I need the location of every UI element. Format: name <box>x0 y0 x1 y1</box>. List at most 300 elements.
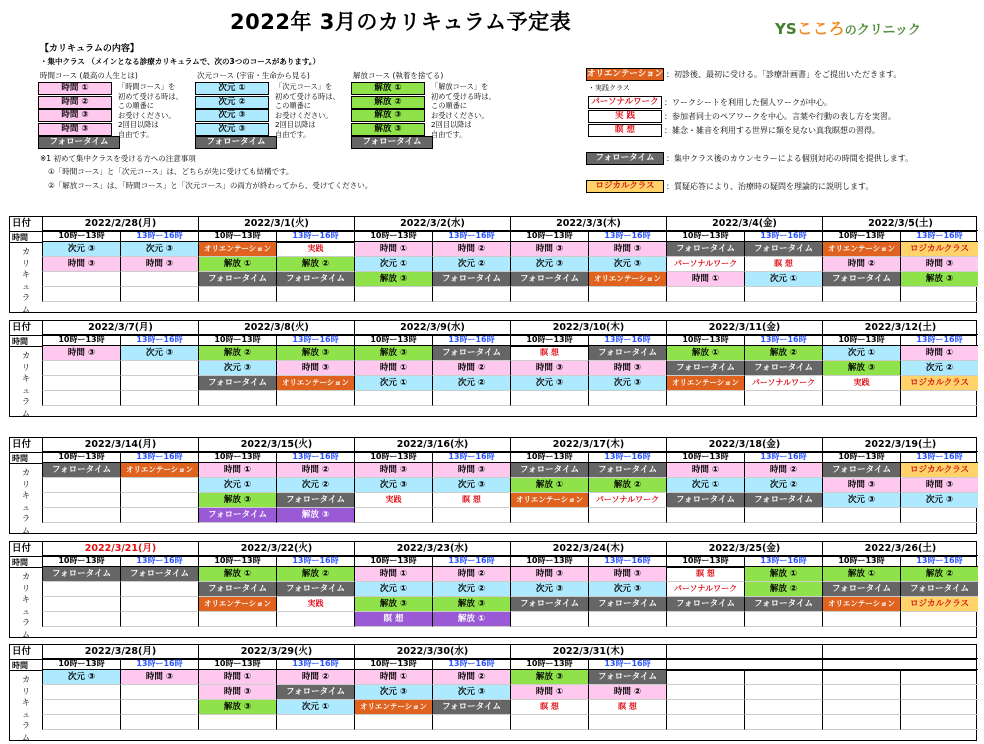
class-slot <box>666 685 744 700</box>
class-slot: 次元 ③ <box>198 361 276 376</box>
class-slot: フォロータイム <box>666 493 744 508</box>
day-date: 2022/3/1(火) <box>198 217 354 231</box>
class-slot: 次元 ① <box>666 478 744 493</box>
class-slot <box>822 508 900 523</box>
class-slot <box>432 287 510 302</box>
class-slot: パーソナルワーク <box>744 376 822 391</box>
class-slot: 解放 ① <box>432 612 510 627</box>
class-slot <box>276 287 354 302</box>
class-slot: フォロータイム <box>822 272 900 287</box>
time-am: 10時ー13時 <box>822 452 900 463</box>
logo-kokoro: こころ <box>796 19 845 38</box>
class-slot: 時間 ③ <box>276 361 354 376</box>
page-title: 2022年 3月のカリキュラム予定表 <box>230 10 572 34</box>
class-slot <box>744 391 822 406</box>
class-slot: 解放 ① <box>822 567 900 582</box>
class-slot: 次元 ③ <box>354 478 432 493</box>
day-date: 2022/3/4(金) <box>666 217 822 231</box>
class-slot: 時間 ① <box>354 242 432 257</box>
time-pm: 13時ー16時 <box>588 556 666 567</box>
time-am: 10時ー13時 <box>666 452 744 463</box>
curriculum-label <box>10 571 42 640</box>
class-slot: 実践 <box>354 493 432 508</box>
class-slot: 時間 ③ <box>198 685 276 700</box>
curriculum-char: ュ <box>22 606 30 616</box>
class-slot: 次元 ② <box>432 257 510 272</box>
course-note: 自由です。 <box>431 129 467 139</box>
class-slot <box>900 612 978 627</box>
class-slot <box>510 508 588 523</box>
curriculum-char: ラ <box>22 514 30 523</box>
class-slot: フォロータイム <box>198 508 276 523</box>
class-slot <box>900 391 978 406</box>
time-empty <box>666 659 822 670</box>
class-slot: 時間 ① <box>354 670 432 685</box>
class-slot <box>120 493 198 508</box>
class-slot: 時間 ③ <box>822 478 900 493</box>
class-slot <box>42 361 120 376</box>
class-slot <box>120 376 198 391</box>
class-slot: 解放 ① <box>198 257 276 272</box>
class-slot: 次元 ③ <box>42 670 120 685</box>
time-pm: 13時ー16時 <box>276 452 354 463</box>
time-am: 10時ー13時 <box>510 556 588 567</box>
class-slot: 時間 ③ <box>432 463 510 478</box>
class-slot: 時間 ③ <box>510 361 588 376</box>
class-slot: 解放 ③ <box>354 346 432 361</box>
day-date: 2022/3/22(火) <box>198 542 354 556</box>
time-am: 10時ー13時 <box>198 335 276 346</box>
curriculum-char: キ <box>22 491 30 500</box>
legend-personal-text: ：ワークシートを利用した個人ワークが中心。 <box>664 98 832 107</box>
class-slot: 解放 ③ <box>432 597 510 612</box>
class-slot: 解放 ② <box>900 567 978 582</box>
time-am: 10時ー13時 <box>822 556 900 567</box>
time-am: 10時ー13時 <box>510 231 588 242</box>
class-slot: 解放 ① <box>744 567 822 582</box>
class-slot: 解放 ② <box>198 346 276 361</box>
class-slot: 時間 ① <box>510 685 588 700</box>
day-date <box>822 645 978 659</box>
class-slot: 次元 ③ <box>588 257 666 272</box>
course-note: 2回目以降は <box>118 120 159 129</box>
time-pm: 13時ー16時 <box>276 556 354 567</box>
course-note: この順番に <box>118 101 154 110</box>
class-slot: 時間 ① <box>354 361 432 376</box>
legend-meiso-text: ：雑念・雑音を利用する世界に類を見ない真我瞑想の習得。 <box>664 126 880 135</box>
class-slot <box>822 685 900 700</box>
class-slot: オリエンテーション <box>198 597 276 612</box>
class-slot: フォロータイム <box>744 493 822 508</box>
class-slot: 次元 ③ <box>120 242 198 257</box>
class-slot <box>120 685 198 700</box>
day-date: 2022/3/11(金) <box>666 321 822 335</box>
class-slot <box>354 715 432 730</box>
curriculum-char: カ <box>22 675 30 684</box>
course-heading: 解放コース (執着を捨てる) <box>353 71 444 80</box>
class-slot: 時間 ③ <box>588 361 666 376</box>
class-slot: 次元 ① <box>198 478 276 493</box>
class-slot <box>588 715 666 730</box>
class-slot: 解放 ② <box>588 478 666 493</box>
class-slot <box>354 287 432 302</box>
class-slot: フォロータイム <box>510 597 588 612</box>
class-slot <box>666 287 744 302</box>
class-slot <box>120 478 198 493</box>
caution-line-1: ①「時間コース」と「次元コース」は、どちらが先に受けても結構です。 <box>48 167 294 176</box>
class-slot <box>276 715 354 730</box>
class-slot <box>666 391 744 406</box>
class-slot <box>354 508 432 523</box>
class-slot: ロジカルクラス <box>900 242 978 257</box>
class-slot: フォロータイム <box>276 582 354 597</box>
class-slot: 時間 ③ <box>120 257 198 272</box>
curriculum-char: リ <box>22 686 30 696</box>
time-pm: 13時ー16時 <box>744 231 822 242</box>
class-slot: オリエンテーション <box>822 597 900 612</box>
class-slot <box>744 700 822 715</box>
course-item: フォロータイム <box>351 136 433 149</box>
class-slot <box>822 715 900 730</box>
time-pm: 13時ー16時 <box>900 335 978 346</box>
date-label: 日付 <box>12 322 32 333</box>
day-date: 2022/3/16(水) <box>354 438 510 452</box>
time-am: 10時ー13時 <box>354 659 432 670</box>
class-slot: 解放 ③ <box>276 346 354 361</box>
week-block <box>9 320 977 417</box>
class-slot <box>666 508 744 523</box>
curriculum-char: リ <box>22 479 30 489</box>
class-slot <box>120 715 198 730</box>
class-slot: 次元 ① <box>744 272 822 287</box>
class-slot <box>900 670 978 685</box>
day-date <box>666 645 822 659</box>
class-slot <box>588 287 666 302</box>
class-slot <box>120 582 198 597</box>
curriculum-char: キ <box>22 270 30 279</box>
class-slot: フォロータイム <box>432 346 510 361</box>
day-date: 2022/3/15(火) <box>198 438 354 452</box>
time-pm: 13時ー16時 <box>432 231 510 242</box>
class-slot: 次元 ③ <box>432 685 510 700</box>
class-slot: フォロータイム <box>588 346 666 361</box>
time-pm: 13時ー16時 <box>432 659 510 670</box>
class-slot: フォロータイム <box>588 463 666 478</box>
day-date: 2022/3/2(水) <box>354 217 510 231</box>
class-slot: 時間 ② <box>432 567 510 582</box>
course-note: お受けください。 <box>431 110 489 120</box>
curriculum-char: キ <box>22 698 30 707</box>
class-slot: 瞑 想 <box>666 567 744 582</box>
course-note: この順番に <box>275 101 311 110</box>
class-slot: 解放 ③ <box>198 493 276 508</box>
time-am: 10時ー13時 <box>42 231 120 242</box>
class-slot: 次元 ③ <box>42 242 120 257</box>
class-slot <box>666 612 744 627</box>
course-note: この順番に <box>431 101 467 110</box>
class-slot <box>42 715 120 730</box>
course-note: 自由です。 <box>275 129 311 139</box>
class-slot: フォロータイム <box>198 376 276 391</box>
class-slot: オリエンテーション <box>822 242 900 257</box>
class-slot <box>510 391 588 406</box>
class-slot <box>120 361 198 376</box>
date-label: 日付 <box>12 439 32 450</box>
class-slot: オリエンテーション <box>666 376 744 391</box>
class-slot <box>744 508 822 523</box>
curriculum-char: キ <box>22 595 30 604</box>
time-am: 10時ー13時 <box>510 452 588 463</box>
day-date: 2022/3/23(水) <box>354 542 510 556</box>
class-slot: オリエンテーション <box>120 463 198 478</box>
legend-follow-text: ：集中クラス後のカウンセラーによる個別対応の時間を提供します。 <box>666 154 914 163</box>
time-pm: 13時ー16時 <box>900 231 978 242</box>
day-date: 2022/3/28(月) <box>42 645 198 659</box>
legend-orientation-text: ：初診後、最初に受ける。「診療計画書」をご提出いただきます。 <box>666 70 902 79</box>
class-slot: フォロータイム <box>198 272 276 287</box>
class-slot <box>744 685 822 700</box>
class-slot: フォロータイム <box>744 361 822 376</box>
class-slot: 次元 ③ <box>588 582 666 597</box>
curriculum-char: リ <box>22 583 30 593</box>
class-slot: 次元 ③ <box>900 493 978 508</box>
class-slot <box>120 597 198 612</box>
class-slot: 解放 ③ <box>354 597 432 612</box>
class-slot: ロジカルクラス <box>900 376 978 391</box>
class-slot: 解放 ③ <box>198 700 276 715</box>
time-pm: 13時ー16時 <box>120 452 198 463</box>
day-date: 2022/3/19(土) <box>822 438 978 452</box>
class-slot: オリエンテーション <box>588 272 666 287</box>
time-label: 時間 <box>12 232 28 242</box>
class-slot: 瞑 想 <box>510 346 588 361</box>
course-item: 次元 ③ <box>195 109 269 122</box>
class-slot: 実践 <box>822 376 900 391</box>
day-date: 2022/3/5(土) <box>822 217 978 231</box>
class-slot: 次元 ③ <box>510 376 588 391</box>
day-date: 2022/3/9(水) <box>354 321 510 335</box>
day-date: 2022/3/17(木) <box>510 438 666 452</box>
class-slot: 解放 ① <box>510 478 588 493</box>
curriculum-char: ュ <box>22 709 30 719</box>
legend-meiso: 瞑 想 <box>588 124 662 137</box>
class-slot: 次元 ③ <box>354 685 432 700</box>
time-pm: 13時ー16時 <box>120 556 198 567</box>
curriculum-char: ム <box>22 408 30 418</box>
time-pm: 13時ー16時 <box>120 659 198 670</box>
class-slot: 解放 ③ <box>900 272 978 287</box>
class-slot: フォロータイム <box>588 597 666 612</box>
class-slot: フォロータイム <box>510 272 588 287</box>
course-item: 解放 ② <box>351 96 425 109</box>
time-pm: 13時ー16時 <box>900 452 978 463</box>
day-date: 2022/3/7(月) <box>42 321 198 335</box>
week-block <box>9 541 977 638</box>
course-heading: 次元コース (宇宙・生命から見る) <box>197 71 310 80</box>
legend-practice-head: ・実践クラス <box>588 84 630 92</box>
class-slot: フォロータイム <box>822 463 900 478</box>
class-slot: パーソナルワーク <box>588 493 666 508</box>
class-slot: フォロータイム <box>822 582 900 597</box>
course-note: 自由です。 <box>118 129 154 139</box>
class-slot <box>42 508 120 523</box>
date-label: 日付 <box>12 646 32 657</box>
day-date: 2022/3/31(木) <box>510 645 666 659</box>
clinic-logo <box>775 16 921 39</box>
time-pm: 13時ー16時 <box>588 335 666 346</box>
time-pm: 13時ー16時 <box>120 335 198 346</box>
date-label: 日付 <box>12 543 32 554</box>
time-label: 時間 <box>12 336 28 346</box>
time-am: 10時ー13時 <box>666 231 744 242</box>
curriculum-label <box>10 467 42 536</box>
day-date: 2022/2/28(月) <box>42 217 198 231</box>
class-slot: 時間 ② <box>432 242 510 257</box>
time-am: 10時ー13時 <box>666 556 744 567</box>
class-slot: 時間 ③ <box>42 346 120 361</box>
course-item: 解放 ① <box>351 82 425 95</box>
class-slot <box>198 715 276 730</box>
class-slot: 時間 ① <box>354 567 432 582</box>
class-slot: 次元 ① <box>822 346 900 361</box>
class-slot <box>588 391 666 406</box>
class-slot: フォロータイム <box>432 700 510 715</box>
class-slot: 解放 ③ <box>276 508 354 523</box>
time-pm: 13時ー16時 <box>276 231 354 242</box>
day-date: 2022/3/18(金) <box>666 438 822 452</box>
curriculum-char: カ <box>22 247 30 256</box>
class-slot: 時間 ③ <box>120 670 198 685</box>
class-slot: 解放 ③ <box>822 361 900 376</box>
day-date: 2022/3/30(水) <box>354 645 510 659</box>
class-slot: ロジカルクラス <box>900 597 978 612</box>
class-slot: オリエンテーション <box>510 493 588 508</box>
class-slot: 次元 ② <box>276 478 354 493</box>
time-am: 10時ー13時 <box>822 335 900 346</box>
time-am: 10時ー13時 <box>42 556 120 567</box>
class-slot <box>744 612 822 627</box>
time-am: 10時ー13時 <box>198 231 276 242</box>
legend-jissen: 実 践 <box>588 110 662 123</box>
class-slot: フォロータイム <box>510 463 588 478</box>
curriculum-label <box>10 350 42 419</box>
class-slot: 解放 ② <box>744 582 822 597</box>
class-slot: 解放 ① <box>666 346 744 361</box>
class-slot <box>900 287 978 302</box>
class-slot: フォロータイム <box>198 582 276 597</box>
time-am: 10時ー13時 <box>354 556 432 567</box>
curriculum-char: キ <box>22 374 30 383</box>
class-slot <box>120 612 198 627</box>
course-item: 時間 ③ <box>38 123 112 136</box>
class-slot <box>42 700 120 715</box>
class-slot <box>588 508 666 523</box>
class-slot: 次元 ① <box>354 376 432 391</box>
class-slot <box>510 715 588 730</box>
class-slot: 解放 ③ <box>510 670 588 685</box>
class-slot <box>822 391 900 406</box>
time-am: 10時ー13時 <box>354 231 432 242</box>
class-slot <box>42 597 120 612</box>
class-slot <box>120 287 198 302</box>
class-slot: フォロータイム <box>900 582 978 597</box>
class-slot: 次元 ③ <box>822 493 900 508</box>
class-slot <box>510 612 588 627</box>
class-slot: 瞑 想 <box>432 493 510 508</box>
class-slot <box>42 493 120 508</box>
class-slot: フォロータイム <box>276 272 354 287</box>
time-pm: 13時ー16時 <box>588 231 666 242</box>
class-slot: フォロータイム <box>120 567 198 582</box>
class-slot: 次元 ① <box>354 582 432 597</box>
class-slot <box>588 612 666 627</box>
course-item: 時間 ② <box>38 96 112 109</box>
legend-orientation: オリエンテーション <box>587 69 663 79</box>
class-slot: パーソナルワーク <box>666 582 744 597</box>
day-date: 2022/3/24(木) <box>510 542 666 556</box>
time-am: 10時ー13時 <box>354 452 432 463</box>
time-pm: 13時ー16時 <box>744 335 822 346</box>
class-slot: 次元 ① <box>276 700 354 715</box>
date-label: 日付 <box>12 218 32 229</box>
curriculum-char: カ <box>22 468 30 477</box>
class-slot: 次元 ③ <box>510 257 588 272</box>
time-pm: 13時ー16時 <box>432 452 510 463</box>
legend-logical-text: ：質疑応答により、治療時の疑問を理論的に説明します。 <box>666 182 874 191</box>
course-item: 時間 ① <box>38 82 112 95</box>
class-slot: 時間 ③ <box>588 567 666 582</box>
course-item: フォロータイム <box>195 136 277 149</box>
legend-jissen-text: ：参加者同士のペアワークを中心。言葉や行動の表し方を実習。 <box>664 112 896 121</box>
class-slot <box>744 715 822 730</box>
course-heading: 時間コース (最高の人生とは) <box>40 71 138 80</box>
curriculum-char: ム <box>22 629 30 639</box>
intensive-class-line: ・集中クラス （メインとなる診療カリキュラムで、次の3つのコースがあります。） <box>40 57 321 66</box>
class-slot: 解放 ② <box>276 567 354 582</box>
time-am: 10時ー13時 <box>354 335 432 346</box>
class-slot: フォロータイム <box>666 361 744 376</box>
class-slot: 時間 ② <box>822 257 900 272</box>
class-slot: 時間 ③ <box>354 463 432 478</box>
class-slot: 時間 ① <box>198 463 276 478</box>
time-empty <box>822 659 978 670</box>
time-pm: 13時ー16時 <box>432 556 510 567</box>
curriculum-char: ム <box>22 525 30 535</box>
class-slot <box>276 391 354 406</box>
time-label: 時間 <box>12 453 28 463</box>
class-slot <box>198 287 276 302</box>
curriculum-char: ラ <box>22 293 30 302</box>
class-slot: 時間 ③ <box>42 257 120 272</box>
course-note: お受けください。 <box>118 110 176 120</box>
class-slot <box>900 508 978 523</box>
time-pm: 13時ー16時 <box>744 556 822 567</box>
day-date: 2022/3/21(月) <box>42 542 198 556</box>
class-slot <box>354 391 432 406</box>
day-date: 2022/3/3(木) <box>510 217 666 231</box>
logo-no: の <box>844 23 857 37</box>
class-slot <box>42 612 120 627</box>
day-date: 2022/3/14(月) <box>42 438 198 452</box>
class-slot <box>120 700 198 715</box>
course-note: 初めて受ける時は、 <box>431 91 496 101</box>
class-slot: フォロータイム <box>588 670 666 685</box>
class-slot: 次元 ③ <box>510 582 588 597</box>
class-slot: フォロータイム <box>42 567 120 582</box>
class-slot <box>276 612 354 627</box>
class-slot <box>822 700 900 715</box>
class-slot <box>42 582 120 597</box>
